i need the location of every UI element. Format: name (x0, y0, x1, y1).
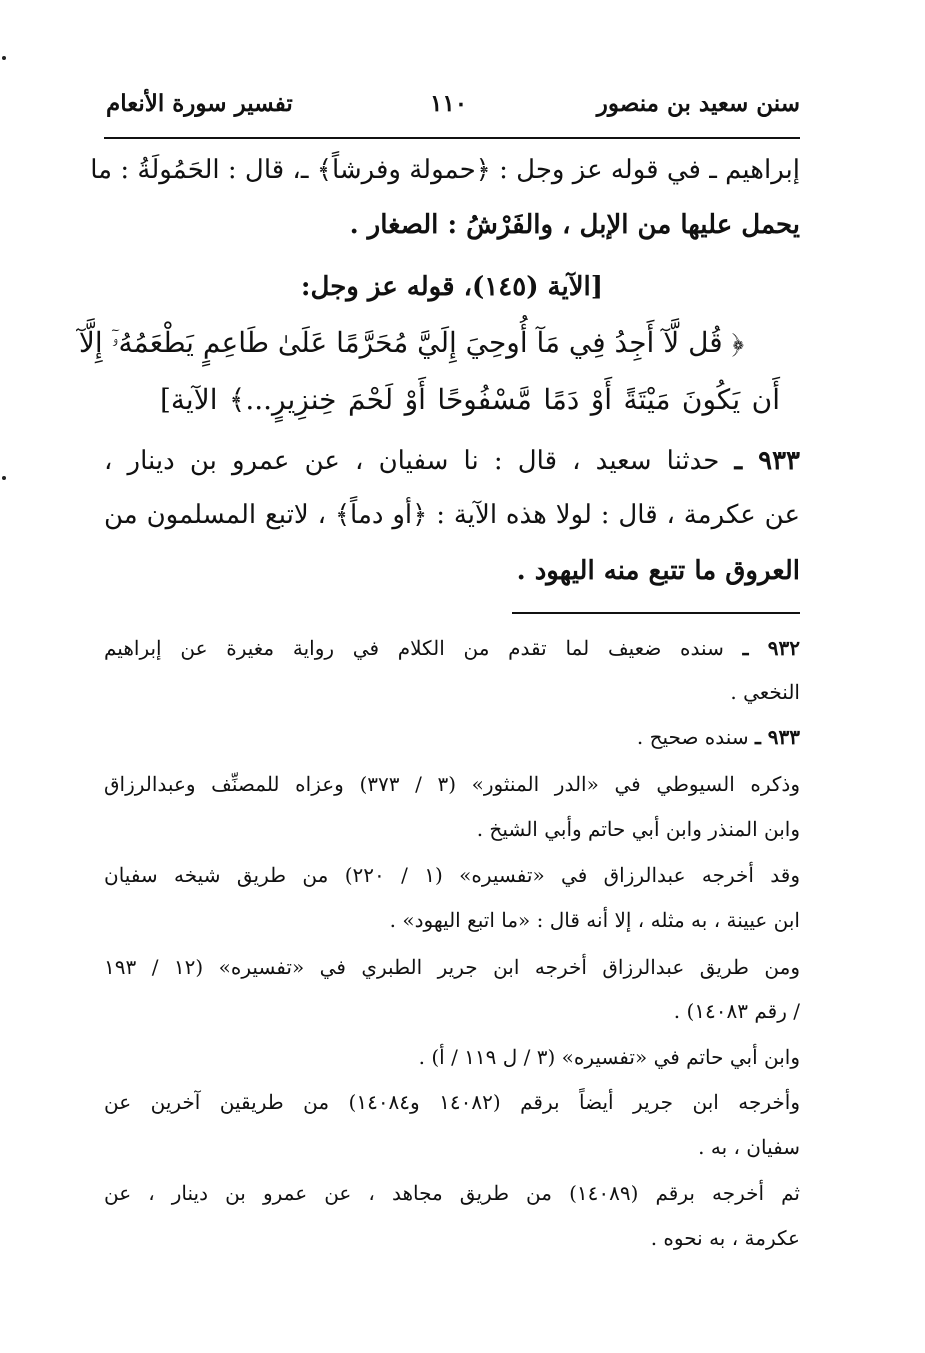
footnote-number: ٩٣٣ ـ (754, 725, 800, 749)
footnote-line: وأخرجه ابن جرير أيضاً برقم (١٤٠٨٢ و١٤٠٨٤) من طريقين آخرين عن (104, 1090, 800, 1114)
footnote-line (104, 725, 800, 749)
footnote-line: وذكره السيوطي في «الدر المنثور» (٣ / ٣٧٣) وعزاه للمصنِّف وعبدالرزاق (104, 772, 800, 796)
footnote-line: وابن المنذر وابن أبي حاتم وأبي الشيخ . (476, 817, 800, 841)
footnote-line: ومن طريق عبدالرزاق أخرجه ابن جرير الطبري في «تفسيره» (١٢ / ١٩٣ (104, 955, 800, 979)
hadith-line: عن عكرمة ، قال : لولا هذه الآية : ﴿أو دماً﴾ ، لاتبع المسلمون من (104, 500, 800, 530)
footnote-text: سنده صحيح . (636, 725, 749, 749)
header-section-title: تفسير سورة الأنعام (106, 90, 293, 117)
hadith-text: حدثنا سعيد ، قال : نا سفيان ، عن عمرو بن دينار ، (104, 446, 720, 476)
scan-speck (2, 56, 6, 60)
footnote-line (104, 636, 800, 660)
body-line: إبراهيم ـ في قوله عز وجل : ﴿حمولة وفرشاً﴾ ـ، قال : الحَمُولَةُ : ما (90, 155, 800, 185)
hadith-line (104, 446, 800, 476)
footnote-line: سفيان ، به . (698, 1135, 800, 1159)
quran-verse-line: ﴿ قُل لَّآ أَجِدُ فِي مَآ أُوحِيَ إِلَيَّ مُحَرَّمًا عَلَىٰ طَاعِمٍ يَطْعَمُهُۥٓ إِلَّآ (78, 326, 744, 359)
footnote-line: وقد أخرجه عبدالرزاق في «تفسيره» (١ / ٢٢٠) من طريق شيخه سفيان (104, 863, 800, 887)
footnote-line: ثم أخرجه برقم (١٤٠٨٩) من طريق مجاهد ، عن عمرو بن دينار ، عن (104, 1181, 800, 1205)
footnote-line: ابن عيينة ، به مثله ، إلا أنه قال : «ما اتبع اليهود» . (389, 908, 800, 932)
body-line: يحمل عليها من الإبل ، والفَرْشُ : الصغار . (349, 210, 800, 240)
footnote-separator (512, 612, 800, 614)
footnote-number: ٩٣٢ ـ (742, 636, 801, 660)
hadith-number: ٩٣٣ ـ (734, 446, 801, 476)
footnote-line: وابن أبي حاتم في «تفسيره» (٣ / ل ١١٩ / أ) . (418, 1045, 800, 1069)
ayah-heading: [الآية (١٤٥)، قوله عز وجل: (300, 272, 604, 302)
footnote-line: عكرمة ، به نحوه . (650, 1226, 800, 1250)
hadith-line: العروق ما تتبع منه اليهود . (516, 556, 800, 586)
footnote-line: / رقم ١٤٠٨٣) . (673, 999, 800, 1023)
header-rule (104, 137, 800, 139)
header-book-title: سنن سعيد بن منصور (596, 90, 800, 117)
footnote-text: سنده ضعيف لما تقدم من الكلام في رواية مغيرة عن إبراهيم (104, 636, 724, 660)
footnote-line: النخعي . (730, 680, 800, 704)
quran-verse-line: أَن يَكُونَ مَيْتَةً أَوْ دَمًا مَّسْفُوحًا أَوْ لَحْمَ خِنزِيرٍ...﴾ الآية] (160, 383, 780, 416)
header-page-number: ١١٠ (430, 90, 468, 117)
scan-speck (2, 476, 6, 480)
